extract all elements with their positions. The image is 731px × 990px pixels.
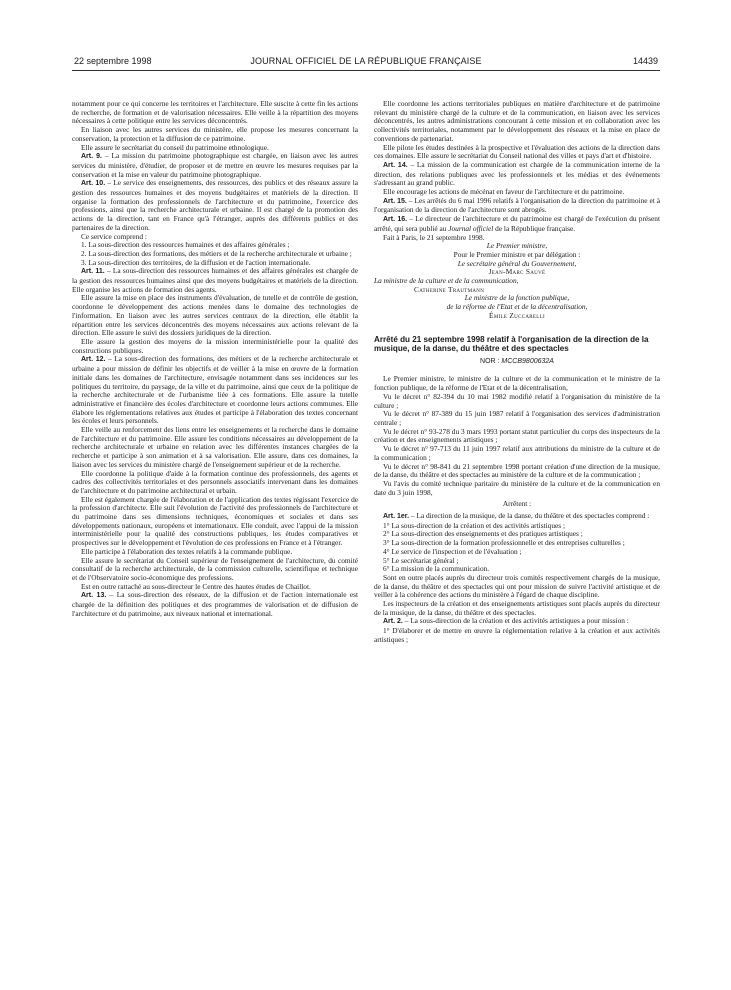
journal-reference: Journal officiel [448, 223, 494, 233]
right-column [374, 100, 660, 645]
visa: Vu le décret n° 97-713 du 11 juin 1997 relatif aux attributions du ministre de la culture et de la communication ; [374, 444, 660, 462]
signatory-title: Le Premier ministre, [486, 241, 548, 251]
header-rule [72, 70, 660, 71]
visa: Vu le décret n° 82-394 du 10 mai 1982 modifié relatif à l'organisation du ministère de la culture ; [374, 391, 660, 410]
left-column [72, 100, 358, 618]
list-item: 1. La sous-direction des ressources humaines et des affaires générales ; [81, 240, 290, 250]
list-item: 6° La mission de la communication. [383, 564, 490, 574]
list-item: 2. La sous-direction des formations, des métiers et de la recherche architecturale et urbaine ; [81, 248, 352, 258]
visa: Vu l'avis du comité technique paritaire du ministère de la culture et de la communication en date du 3 juin 1998, [374, 478, 660, 497]
list-item: 4° Le service de l'inspection et de l'évaluation ; [383, 546, 522, 556]
list-item: 1° La sous-direction de la création et des activités artistiques ; [383, 520, 565, 530]
decree-title: Arrêté du 21 septembre 1998 relatif à l'organisation de la direction de la musique, de la danse, du théâtre et des spectacles [374, 334, 649, 354]
paragraph: Elle est également chargée de l'élaboration et de l'application des textes régissant l'exercice de la profession d'architecte. Elle suit l'évolution de l'activité des professionnels de l'architecture et du patrimoine dans ses dimensions techniques, économiques et sociales et dans ses développements nationaux, européens et internationaux. Elle conduit, avec l'appui de la mission interministérielle pour la qualité des constructions publiques, les études comparatives et prospectives sur le développement et l'évolution de ces professions en France et à l'étranger. [72, 494, 358, 548]
paragraph: Elle veille au renforcement des liens entre les enseignements et la recherche dans le domaine de l'architecture et du patrimoine. Elle assure les conditions nécessaires au développement de la recherche architecturale et urbaine en relation avec les différentes instances chargées de la recherche et participe à son animation et à sa valorisation. Elle assure, dans ces domaines, la liaison avec les services du ministère chargé de l'enseignement supérieur et de la recherche. [72, 425, 358, 469]
article-label: Art. 14. [383, 161, 408, 169]
paragraph: Elle participe à l'élaboration des textes relatifs à la commande publique. [81, 546, 293, 556]
article-16: Art. 16. – Le directeur de l'architecture et du patrimoine est chargé de l'exécution du présent arrêté, qui sera publié au Journal officiel de la République française. [374, 214, 660, 233]
paragraph: Ce service comprend : [81, 231, 147, 241]
paragraph: Elle coordonne les actions territoriales publiques en matière d'architecture et de patrimoine relevant du ministère chargé de la culture et de la communication, en liaison avec les services déconcentrés, les autres administrations concourant à cette mission et en collaboration avec les collectivités territoriales, notamment par le développement des réseaux et la mise en place de conventions de partenariat. [374, 99, 660, 143]
paragraph: Elle assure la mise en place des instruments d'évaluation, de tutelle et de contrôle de gestion, coordonne le développement des actions menées dans le domaine des technologies de l'information. En liaison avec les autres services centraux de la direction, elle établit la répartition entre les services déconcentrés des moyens nécessaires aux actions relevant de la direction. Elle assure le suivi des dossiers juridiques de la direction. [72, 293, 358, 338]
article-label: Art. 13. [81, 592, 107, 600]
paragraph: Sont en outre placés auprès du directeur trois comités respectivement chargés de la musique, de la danse, du théâtre et des spectacles qui ont pour mission de suivre l'activité artistique et de veiller à la cohérence des actions du ministère à l'égard de chaque discipline. [374, 572, 660, 600]
article-label: Art. 2. [383, 618, 403, 626]
list-item: 2° La sous-direction des enseignements et des pratiques artistiques ; [383, 529, 583, 539]
article-label: Art. 11. [81, 268, 105, 276]
signature-date: Fait à Paris, le 21 septembre 1998. [383, 232, 485, 242]
article-label: Art. 1er. [383, 513, 410, 521]
nor-reference: NOR : MCCB9800632A [480, 357, 554, 365]
paragraph: notamment pour ce qui concerne les territoires et l'architecture. Elle suscite à cette fin les actions de recherche, de formation et de valorisation nécessaires. Elle veille à la répartition des moyens nécessaires à cette politique entre les services déconcentrés. [72, 99, 358, 126]
paragraph: Elle assure le secrétariat du conseil du patrimoine ethnologique. [81, 142, 269, 152]
list-item: 5° Le secrétariat général ; [383, 555, 459, 565]
signatory-title: de la réforme de l'Etat et de la décentralisation, [446, 302, 588, 312]
article-10: Art. 10. – Le service des enseignements, des ressources, des publics et des réseaux assure la gestion des ressources humaines et des moyens budgétaires et matériels de la direction. Il organise la formation des professionnels de l'architecture et du patrimoine, l'exercice des professions, ainsi que la recherche architecturale et urbaine. Il est chargé de la promotion des actions de la direction, tant en France qu'à l'étranger, auprès des différents publics et des partenaires de la direction. [72, 178, 358, 232]
issue-date: 22 septembre 1998 [74, 56, 152, 66]
article-14: Art. 14. – La mission de la communication est chargée de la communication interne de la direction, des relations publiques avec les professionnels et les médias et des événements s'adressant au grand public. [374, 159, 660, 188]
visa: Vu le décret n° 98-841 du 21 septembre 1998 portant création d'une direction de la musique, de la danse, du théâtre et des spectacles au ministère de la culture et de la communication ; [374, 461, 660, 480]
paragraph: Elle coordonne la politique d'aide à la formation continue des professionnels, des agents et cadres des collectivités territoriales et des personnels associatifs intervenant dans les domaines de l'architecture et du patrimoine architectural et urbain. [72, 468, 358, 495]
visa: Vu le décret n° 87-389 du 15 juin 1987 relatif à l'organisation des services d'administration centrale ; [374, 409, 660, 427]
signatory-name: Jean-Marc Sauvé [488, 267, 546, 277]
paragraph: Elle pilote les études destinées à la prospective et l'évaluation des actions de la direction dans ces domaines. Elle assure le secrétariat du Conseil national des villes et pays d'art et d'histoire. [374, 142, 660, 161]
arretent-heading: Arrêtent : [502, 499, 532, 509]
signatory-name: Catherine Trautmann [414, 284, 485, 294]
journal-title: JOURNAL OFFICIEL DE LA RÉPUBLIQUE FRANÇAISE [250, 56, 482, 66]
article-label: Art. 16. [383, 216, 408, 224]
paragraph: En liaison avec les autres services du ministère, elle propose les mesures concernant la conservation, la protection et la diffusion de ce patrimoine. [72, 125, 358, 143]
paragraph: Est en outre rattaché au sous-directeur le Centre des hautes études de Chaillot. [81, 581, 311, 591]
list-item: 1° D'élaborer et de mettre en œuvre la réglementation relative à la création et aux activités artistiques ; [374, 626, 660, 644]
signatory-title: Le ministre de la fonction publique, [464, 293, 570, 303]
paragraph: Elle encourage les actions de mécénat en faveur de l'architecture et du patrimoine. [383, 187, 625, 197]
paragraph: Les inspecteurs de la création et des enseignements artistiques sont placés auprès du directeur de la musique, de la danse, du théâtre et des spectacles. [374, 599, 660, 617]
article-1: Art. 1er. – La direction de la musique, de la danse, du théâtre et des spectacles comprend : [383, 511, 650, 521]
paragraph: Le Premier ministre, le ministre de la culture et de la communication et le ministre de la fonction publique, de la réforme de l'Etat et de la décentralisation, [374, 374, 660, 393]
article-13: Art. 13. – La sous-direction des réseaux, de la diffusion et de l'action internationale est chargée de la définition des politiques et des programmes de valorisation et de diffusion de l'architecture et du patrimoine, aux niveaux national et international. [72, 590, 358, 618]
article-label: Art. 9. [81, 153, 102, 161]
list-item: 3° La sous-direction de la formation professionnelle et des entreprises culturelles ; [383, 538, 625, 548]
article-2: Art. 2. – La sous-direction de la création et des activités artistiques a pour mission : [383, 616, 629, 626]
page-number: 14439 [632, 56, 658, 66]
visa: Vu le décret n° 93-278 du 3 mars 1993 portant statut particulier du corps des inspecteurs de la création et des enseignements artistiques ; [374, 426, 660, 445]
article-9: Art. 9. – La mission du patrimoine photographique est chargée, en liaison avec les autres services du ministère, d'étudier, de proposer et de mettre en œuvre les mesures requises par la conservation et la mise en valeur du patrimoine photographique. [72, 151, 359, 179]
paragraph: Elle assure la gestion des moyens de la mission interministérielle pour la qualité des constructions publiques. [72, 336, 358, 355]
signatory-title: Le secrétaire général du Gouvernement, [457, 258, 577, 268]
signatory-delegation: Pour le Premier ministre et par délégation : [453, 249, 581, 259]
article-11: Art. 11. – La sous-direction des ressources humaines et des affaires générales est chargée de la gestion des ressources humaines ainsi que des moyens budgétaires et matériels de la direction. Elle organise les actions de formation des agents. [72, 266, 358, 294]
paragraph: Elle assure le secrétariat du Conseil supérieur de l'enseignement de l'architecture, du comité consultatif de la recherche architecturale, de la commission culturelle, scientifique et technique et de l'Observatoire socio-économique des professions. [72, 555, 358, 582]
article-15: Art. 15. – Les arrêtés du 6 mai 1996 relatifs à l'organisation de la direction du patrimoine et à l'organisation de la direction de l'architecture sont abrogés. [374, 195, 660, 215]
page-header [74, 56, 658, 70]
article-label: Art. 12. [81, 356, 106, 364]
signatory-title: La ministre de la culture et de la communication, [374, 276, 519, 286]
nor-code: MCCB9800632A [501, 357, 554, 365]
article-12: Art. 12. – La sous-direction des formations, des métiers et de la recherche architecturale et urbaine a pour mission de définir les objectifs et de veiller à la mise en œuvre de la formation initiale dans les domaines de l'architecture, envisagée notamment dans ses incidences sur les politiques du territoire, du paysage, de la ville et du patrimoine, ainsi que ceux de la politique de la recherche architecturale et de l'urbanisme liée à ces formations. Elle assure la tutelle administrative et financière des écoles d'architecture et coordonne leurs actions communes. Elle élabore les réglementations relatives aux études et participe à l'élaboration des textes concernant les écoles et leurs personnels. [72, 354, 358, 426]
article-label: Art. 15. [383, 197, 407, 205]
signatory-name: Émile Zuccarelli [489, 310, 545, 320]
list-item: 3. La sous-direction des territoires, de la diffusion et de l'action internationale. [81, 257, 311, 267]
article-label: Art. 10. [81, 180, 106, 188]
